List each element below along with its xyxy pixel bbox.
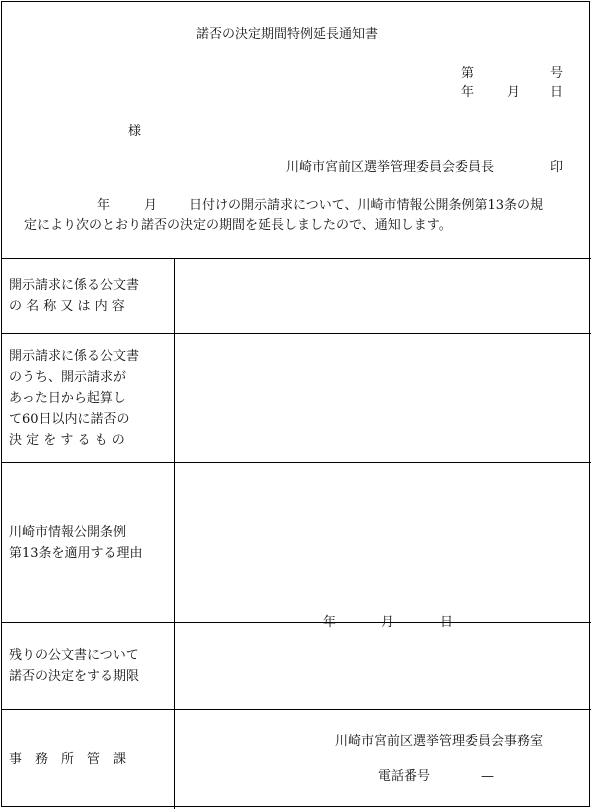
label-office-in-charge	[2, 710, 175, 809]
label-line: 諾否の決定をする期限	[9, 669, 140, 684]
deadline-year: 年	[323, 615, 337, 630]
label-line: て60日以内に諾否の	[9, 411, 130, 427]
label-line: のうち、開示請求が	[9, 369, 127, 385]
value-document-name[interactable]	[175, 259, 592, 334]
number-suffix: 号	[550, 66, 564, 81]
table-row	[2, 334, 591, 463]
phone-label: 電話番号	[378, 769, 431, 784]
label-line: 決 定 を す る も の	[9, 432, 125, 448]
notice-form	[1, 1, 590, 807]
value-decided-within-60-days[interactable]	[175, 334, 592, 463]
sender-name: 川崎市宮前区選挙管理委員会委員長	[286, 160, 495, 175]
table-row	[2, 623, 591, 710]
label-article-13-reason	[2, 463, 175, 623]
label-document-name	[2, 259, 175, 334]
issue-date-year: 年	[461, 85, 475, 100]
seal-mark: 印	[550, 160, 564, 175]
office-name: 川崎市宮前区選挙管理委員会事務室	[335, 734, 544, 749]
addressee-suffix: 様	[128, 124, 142, 139]
label-line: 残りの公文書について	[9, 648, 139, 663]
value-article-13-reason[interactable]	[175, 463, 592, 623]
label-line: あった日から起算し	[9, 390, 126, 406]
label-line: 事 務 所 管 課	[9, 752, 127, 767]
number-prefix: 第	[461, 66, 475, 81]
issue-date-day: 日	[550, 85, 564, 100]
phone-dash: —	[481, 769, 494, 784]
body-line-2: 定により次のとおり諾否の決定の期間を延長しましたので、通知します。	[24, 218, 452, 233]
table-row	[2, 259, 591, 334]
body-year: 年	[97, 198, 111, 213]
label-line: 開示請求に係る公文書	[9, 348, 140, 364]
document-title: 諾否の決定期間特例延長通知書	[196, 27, 379, 42]
label-line: の 名 称 又 は 内 容	[9, 299, 125, 314]
label-decision-deadline	[2, 623, 175, 710]
issue-date-month: 月	[507, 85, 521, 100]
table-row	[2, 463, 591, 623]
table-row	[2, 710, 591, 809]
deadline-day: 日	[440, 615, 454, 630]
body-line-1: 日付けの開示請求について、川崎市情報公開条例第13条の規	[189, 198, 544, 213]
label-line: 川崎市情報公開条例	[9, 524, 127, 540]
label-line: 開示請求に係る公文書	[9, 278, 140, 293]
value-decision-deadline[interactable]	[175, 615, 592, 710]
value-office-in-charge	[175, 710, 592, 809]
form-header	[2, 2, 591, 258]
body-month: 月	[144, 198, 158, 213]
deadline-month: 月	[381, 615, 395, 630]
form-table	[2, 258, 591, 809]
label-decided-within-60-days	[2, 334, 175, 463]
label-line: 第13条を適用する理由	[9, 545, 143, 561]
